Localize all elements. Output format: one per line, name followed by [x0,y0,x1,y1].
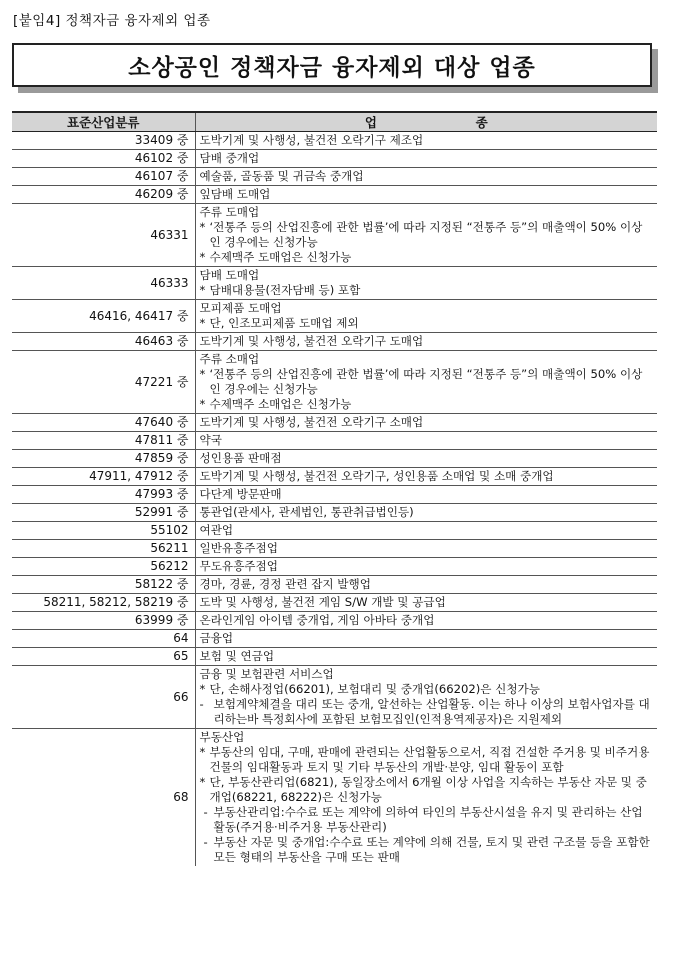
note-marker: - [199,697,204,711]
table-row [12,186,657,204]
industry-cell [195,351,657,414]
industry-title: 도박기계 및 사행성, 불건전 오락기구 제조업 [199,133,424,147]
industry-cell [195,300,657,333]
header-code: 표준산업분류 [12,112,195,132]
table-body [12,132,657,867]
industry-title: 도박기계 및 사행성, 불건전 오락기구, 성인용품 소매업 및 소매 중개업 [199,469,554,483]
industry-cell [195,468,657,486]
industry-cell [195,558,657,576]
industry-title: 주류 소매업 [199,352,260,366]
document-caption: [붙임4] 정책자금 융자제외 업종 [13,13,211,29]
industry-cell [195,186,657,204]
industry-note [200,805,654,835]
industry-cell [195,666,657,729]
note-text: ‘전통주 등의 산업진흥에 관한 법률’에 따라 지정된 “전통주 등”의 매출액이 50% 이상인 경우에는 신청가능 [209,220,643,249]
industry-note [200,316,654,331]
table-row [12,504,657,522]
industry-cell [195,594,657,612]
industry-title: 경마, 경륜, 경정 관련 잡지 발행업 [199,577,371,591]
industry-cell [195,729,657,867]
industry-cell [195,204,657,267]
note-marker: * [199,283,206,297]
industry-cell [195,648,657,666]
industry-note [200,745,654,775]
note-text: 부동산의 임대, 구매, 판매에 관련되는 산업활동으로서, 직접 건설한 주거용 및 비주거용 건물의 임대활동과 토지 및 기타 부동산의 개발·분양, 임대 활동이 포함 [209,745,650,774]
table-row [12,468,657,486]
industry-title: 도박기계 및 사행성, 불건전 오락기구 소매업 [199,415,424,429]
table-row [12,576,657,594]
industry-code: 56211 [12,540,195,558]
industry-code: 46209 중 [12,186,195,204]
industry-code: 46463 중 [12,333,195,351]
note-text: 수제맥주 소매업은 신청가능 [209,397,352,411]
industry-title: 도박 및 사행성, 불건전 게임 S/W 개발 및 공급업 [199,595,446,609]
industry-code: 46107 중 [12,168,195,186]
note-marker: - [203,805,208,819]
industry-title: 보험 및 연금업 [199,649,275,663]
note-text: 보험계약체결을 대리 또는 중개, 알선하는 산업활동. 이는 하나 이상의 보험사업자를 대리하는바 특정회사에 포함된 보험모집인(인적용역제공자)은 지원제외 [213,697,650,726]
table-row [12,204,657,267]
note-marker: * [199,775,206,789]
note-marker: - [203,835,208,849]
table-header-row [12,112,657,132]
industry-title: 여관업 [199,523,234,537]
note-marker: * [199,220,206,234]
industry-note [200,697,654,727]
industry-title: 도박기계 및 사행성, 불건전 오락기구 도매업 [199,334,424,348]
table-row [12,648,657,666]
header-industry-right: 종 [475,114,488,130]
industry-code: 46333 [12,267,195,300]
table-row [12,612,657,630]
note-text: 부동산 자문 및 중개업:수수료 또는 계약에 의해 건물, 토지 및 관련 구조물 등을 포함한 모든 형태의 부동산을 구매 또는 판매 [213,835,650,864]
table-row [12,486,657,504]
industry-cell [195,267,657,300]
table-row [12,300,657,333]
industry-cell [195,168,657,186]
exclusion-table [12,111,657,866]
table-row [12,558,657,576]
industry-code: 46102 중 [12,150,195,168]
industry-code: 58122 중 [12,576,195,594]
industry-title: 약국 [199,433,222,447]
industry-cell [195,432,657,450]
table-row [12,351,657,414]
industry-title: 부동산업 [199,730,245,744]
industry-note [200,220,654,250]
industry-code: 47221 중 [12,351,195,414]
table-row [12,150,657,168]
table-row [12,168,657,186]
note-text: 수제맥주 도매업은 신청가능 [209,250,352,264]
industry-title: 모피제품 도매업 [199,301,282,315]
table-row [12,414,657,432]
industry-code: 47911, 47912 중 [12,468,195,486]
industry-cell [195,132,657,150]
industry-cell [195,450,657,468]
header-industry-left: 업 [364,114,377,130]
industry-note [200,775,654,805]
page-title: 소상공인 정책자금 융자제외 대상 업종 [128,54,536,81]
industry-cell [195,540,657,558]
note-text: 부동산관리업:수수료 또는 계약에 의하여 타인의 부동산시설을 유지 및 관리하는 산업활동(주거용·비주거용 부동산관리) [213,805,643,834]
industry-code: 47993 중 [12,486,195,504]
industry-cell [195,150,657,168]
industry-code: 46416, 46417 중 [12,300,195,333]
note-marker: * [199,367,206,381]
industry-title: 주류 도매업 [199,205,260,219]
note-text: 단, 인조모피제품 도매업 제외 [209,316,359,330]
industry-code: 64 [12,630,195,648]
industry-title: 금융 및 보험관련 서비스업 [199,667,334,681]
industry-title: 다단계 방문판매 [199,487,282,501]
industry-code: 66 [12,666,195,729]
industry-code: 56212 [12,558,195,576]
note-marker: * [199,745,206,759]
industry-code: 46331 [12,204,195,267]
industry-code: 47811 중 [12,432,195,450]
industry-title: 담배 도매업 [199,268,260,282]
industry-code: 47640 중 [12,414,195,432]
industry-note [200,835,654,865]
note-marker: * [199,397,206,411]
industry-cell [195,486,657,504]
table-row [12,729,657,867]
note-text: 단, 손해사정업(66201), 보험대리 및 중개업(66202)은 신청가능 [209,682,540,696]
industry-code: 33409 중 [12,132,195,150]
industry-note [200,682,654,697]
table-row [12,666,657,729]
industry-cell [195,612,657,630]
industry-title: 잎담배 도매업 [199,187,271,201]
industry-code: 58211, 58212, 58219 중 [12,594,195,612]
industry-title: 일반유흥주점업 [199,541,278,555]
note-marker: * [199,682,206,696]
table-row [12,630,657,648]
industry-code: 65 [12,648,195,666]
table-row [12,267,657,300]
industry-title: 담배 중개업 [199,151,260,165]
table-row [12,522,657,540]
industry-note [200,367,654,397]
note-text: 단, 부동산관리업(6821), 동일장소에서 6개월 이상 사업을 지속하는 부동산 자문 및 중개업(68221, 68222)은 신청가능 [209,775,647,804]
title-box [12,43,652,87]
table-row [12,540,657,558]
note-text: ‘전통주 등의 산업진흥에 관한 법률’에 따라 지정된 “전통주 등”의 매출액이 50% 이상인 경우에는 신청가능 [209,367,643,396]
industry-title: 금융업 [199,631,234,645]
industry-code: 63999 중 [12,612,195,630]
industry-cell [195,414,657,432]
industry-code: 52991 중 [12,504,195,522]
header-industry [195,112,657,132]
industry-cell [195,333,657,351]
industry-title: 통관업(관세사, 관세법인, 통관취급법인등) [199,505,414,519]
industry-note [200,397,654,412]
industry-cell [195,630,657,648]
industry-title: 예술품, 골동품 및 귀금속 중개업 [199,169,364,183]
table-row [12,594,657,612]
industry-title: 온라인게임 아이템 중개업, 게임 아바타 중개업 [199,613,435,627]
industry-code: 68 [173,790,189,804]
industry-cell [195,576,657,594]
industry-cell [195,504,657,522]
industry-note [200,250,654,265]
table-row [12,132,657,150]
industry-title: 무도유흥주점업 [199,559,278,573]
note-text: 담배대용물(전자담배 등) 포함 [209,283,361,297]
note-marker: * [199,316,206,330]
table-row [12,432,657,450]
note-marker: * [199,250,206,264]
industry-title: 성인용품 판매점 [199,451,282,465]
industry-code: 55102 [12,522,195,540]
industry-note [200,283,654,298]
industry-cell [195,522,657,540]
table-row [12,450,657,468]
table-row [12,333,657,351]
industry-code: 47859 중 [12,450,195,468]
